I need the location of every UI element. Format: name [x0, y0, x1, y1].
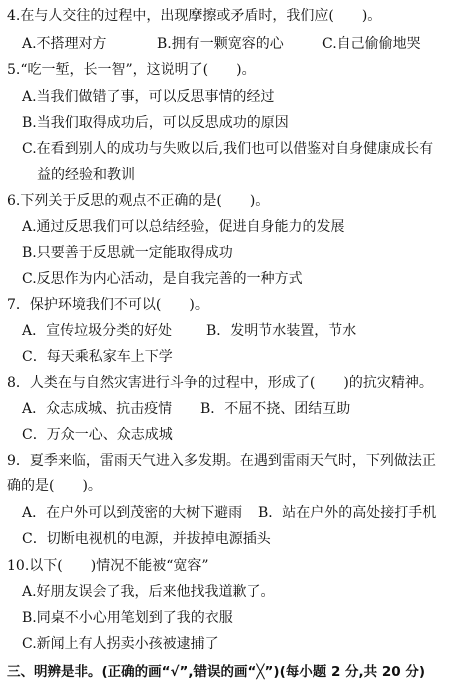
option-7a[interactable]: A．宣传垃圾分类的好处: [22, 323, 173, 339]
question-4-stem: 4.在与人交往的过程中，出现摩擦或矛盾时，我们应( )。: [7, 8, 382, 24]
question-9-stem-continued: 确的是( )。: [7, 478, 102, 494]
option-10b[interactable]: B.同桌不小心用笔划到了我的衣服: [22, 610, 233, 626]
option-4b[interactable]: B.拥有一颗宽容的心: [157, 36, 284, 52]
question-8-options: [22, 399, 456, 419]
option-9c[interactable]: C．切断电视机的电源，并拔掉电源插头: [22, 531, 271, 547]
option-5b[interactable]: B.当我们取得成功后，可以反思成功的原因: [22, 115, 289, 131]
option-8c[interactable]: C．万众一心、众志成城: [22, 427, 173, 443]
option-5c[interactable]: C.在看到别人的成功与失败以后,我们也可以借鉴对自身健康成长有: [22, 141, 434, 157]
option-4a[interactable]: A.不搭理对方: [22, 36, 107, 52]
question-8-stem: 8．人类在与自然灾害进行斗争的过程中，形成了( )的抗灾精神。: [7, 375, 433, 391]
option-8b[interactable]: B．不屈不挠、团结互助: [200, 401, 351, 417]
option-10a[interactable]: A.好朋友误会了我，后来他找我道歉了。: [22, 584, 275, 600]
option-5c-continued: 益的经验和教训: [37, 167, 135, 183]
option-10c[interactable]: C.新闻上有人拐卖小孩被逮捕了: [22, 636, 219, 652]
option-9b[interactable]: B．站在户外的高处接打手机: [258, 505, 437, 521]
question-5-stem: 5.“吃一堑，长一智”，这说明了( )。: [7, 62, 256, 78]
question-7-stem: 7．保护环境我们不可以( )。: [7, 297, 209, 313]
option-6c[interactable]: C.反思作为内心活动，是自我完善的一种方式: [22, 271, 303, 287]
option-5a[interactable]: A.当我们做错了事，可以反思事情的经过: [22, 89, 275, 105]
option-7b[interactable]: B．发明节水装置，节水: [206, 323, 357, 339]
option-7c[interactable]: C．每天乘私家车上下学: [22, 349, 173, 365]
option-9a[interactable]: A．在户外可以到茂密的大树下避雨: [22, 505, 243, 521]
question-9-stem: 9．夏季来临，雷雨天气进入多发期。在遇到雷雨天气时，下列做法正: [7, 453, 436, 469]
option-4c[interactable]: C.自己偷偷地哭: [322, 36, 421, 52]
option-6b[interactable]: B.只要善于反思就一定能取得成功: [22, 245, 233, 261]
question-7-options: [22, 321, 456, 341]
section-3-heading: 三、明辨是非。(正确的画“√”,错误的画“╳”)(每小题 2 分,共 20 分): [7, 664, 426, 680]
question-4-options: [22, 34, 456, 54]
option-8a[interactable]: A．众志成城、抗击疫情: [22, 401, 173, 417]
question-10-stem: 10.以下( )情况不能被“宽容”: [7, 558, 209, 574]
question-9-options: [22, 503, 456, 523]
question-6-stem: 6.下列关于反思的观点不正确的是( )。: [7, 193, 270, 209]
option-6a[interactable]: A.通过反思我们可以总结经验，促进自身能力的发展: [22, 219, 345, 235]
